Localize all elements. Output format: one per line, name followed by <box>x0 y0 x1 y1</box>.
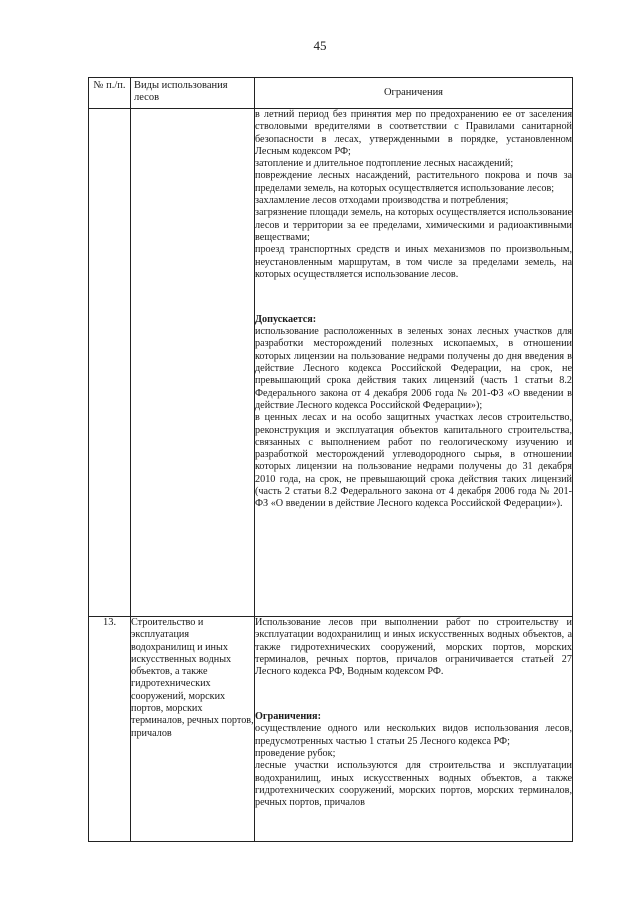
table-header-row <box>89 78 573 109</box>
section-heading: Допускается: <box>255 313 317 325</box>
restriction-paragraph: в летний период без принятия мер по предохранению ее от заселения стволовыми вредителями в соответствии с Правилами санитарной безопасности в лесах, утвержденными в порядке, установленном Лесным кодексом РФ; <box>255 109 572 157</box>
header-kind: Виды использования лесов <box>131 78 255 109</box>
restriction-paragraph: в ценных лесах и на особо защитных участках лесов строительство, реконструкция и эксплуатация объектов капитального строительства, связанных с выполнением работ по геологическому изучению и разработкой месторождений углеводородного сырья, в отношении которых лицензии на пользование недрами получены до 31 декабря 2010 года, на срок, не превышающий срока действия таких лицензий (часть 2 статьи 8.2 Федерального закона от 4 декабря 2006 года № 201-ФЗ «О введении в действие Лесного кодекса Российской Федерации»). <box>255 412 572 510</box>
restriction-paragraph: загрязнение площади земель, на которых осуществляется использование лесов и территории за ее пределами, химическими и радиоактивными веществами; <box>255 207 572 243</box>
header-number: № п./п. <box>89 78 131 109</box>
restrictions-table <box>88 77 573 842</box>
section-heading: Ограничения: <box>255 711 321 723</box>
page-number: 45 <box>313 38 327 53</box>
restriction-paragraph: использование расположенных в зеленых зонах лесных участков для разработки месторождений полезных ископаемых, в отношении которых лицензии на пользование недрами получены до дня введения в действие Лесного кодекса Российской Федерации, на срок, не превышающий срока действия таких лицензий (часть 1 статьи 8.2 Федерального закона от 4 декабря 2006 года № 201-ФЗ «О введении в действие Лесного кодекса Российской Федерации»); <box>255 326 572 411</box>
restriction-paragraph: осуществление одного или нескольких видов использования лесов, предусмотренных частью 1 статьи 25 Лесного кодекса РФ; <box>255 723 572 747</box>
table-row <box>89 617 573 842</box>
row-number: 13. <box>89 617 131 842</box>
row-restrictions <box>255 109 573 617</box>
spacer <box>255 689 572 701</box>
header-restrictions: Ограничения <box>255 78 573 109</box>
restriction-paragraph: затопление и длительное подтопление лесных насаждений; <box>255 158 514 170</box>
spacer <box>255 291 572 303</box>
restriction-paragraph: проезд транспортных средств и иных механизмов по произвольным, неустановленным маршрутам, в том числе за пределами земель, на которых осуществляется использование лесов. <box>255 244 572 280</box>
row-number <box>89 109 131 617</box>
table-row <box>89 109 573 617</box>
restriction-paragraph: проведение рубок; <box>255 748 336 760</box>
restriction-paragraph: лесные участки используются для строительства и эксплуатации водохранилищ, иных искусственных водных объектов, а также гидротехнических сооружений, морских портов, морских терминалов, речных портов, причалов <box>255 760 572 809</box>
row-restrictions <box>255 617 573 842</box>
restriction-paragraph: повреждение лесных насаждений, растительного покрова и почв за пределами земель, на которых осуществляется использование лесов; <box>255 170 572 194</box>
row-kind <box>131 109 255 617</box>
restriction-paragraph: захламление лесов отходами производства и потребления; <box>255 195 509 207</box>
restriction-paragraph: Использование лесов при выполнении работ по строительству и эксплуатации водохранилищ и иных искусственных водных объектов, а также гидротехнических сооружений, морских портов, морских терминалов, речных портов, причалов ограничивается статьей 27 Лесного кодекса РФ, Водным кодексом РФ. <box>255 617 572 678</box>
row-kind: Строительство и эксплуатация водохранилищ и иных искусственных водных объектов, а также гидротехнических сооружений, морских портов, морских терминалов, речных портов, причалов <box>131 617 255 842</box>
